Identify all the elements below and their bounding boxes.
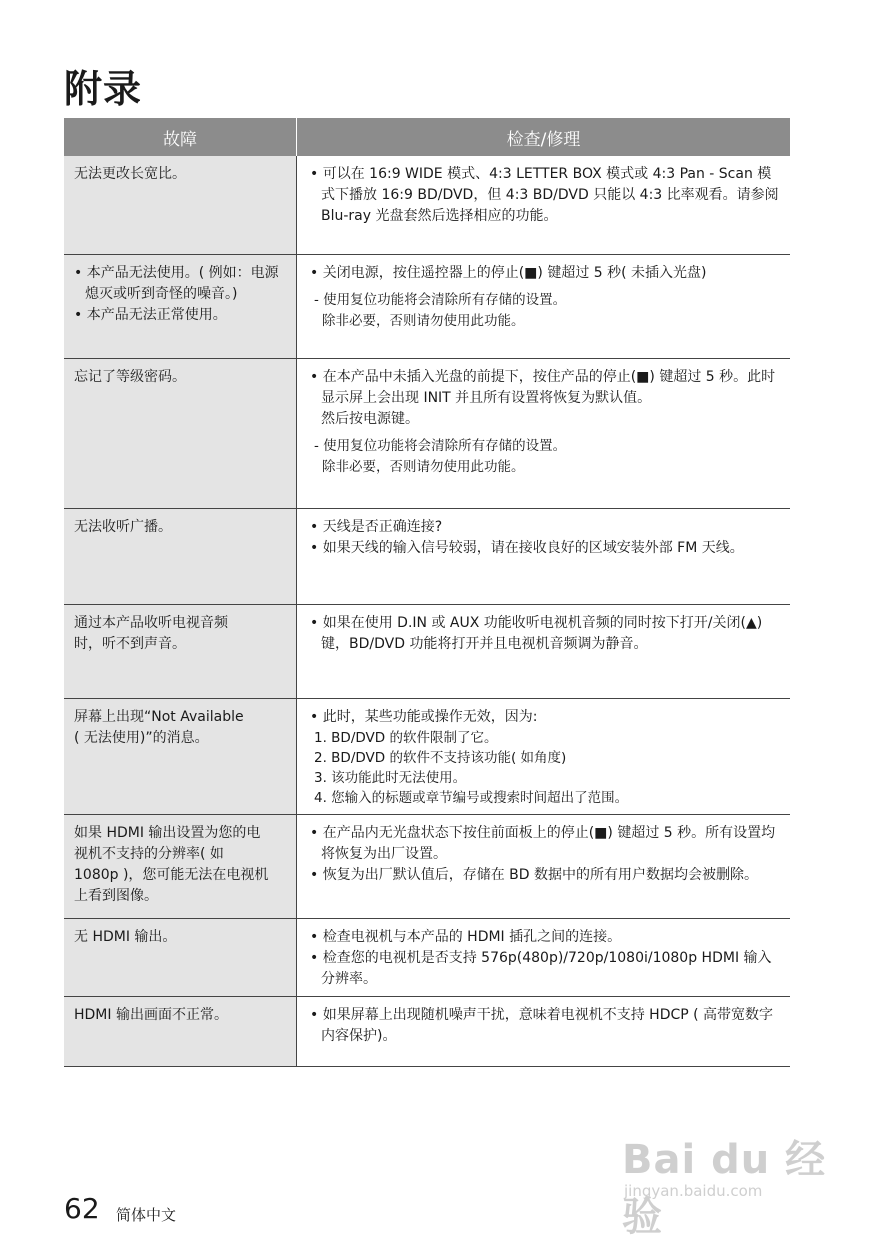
problem-cell bbox=[64, 254, 297, 358]
solution-cell bbox=[297, 698, 791, 814]
solution-cell bbox=[297, 996, 791, 1066]
solution-cell bbox=[297, 358, 791, 508]
solution-cell bbox=[297, 254, 791, 358]
problem-cell bbox=[64, 604, 297, 698]
problem-text: 视机不支持的分辨率( 如 bbox=[74, 845, 224, 862]
solution-bullet: • 恢复为出厂默认值后，存储在 BD 数据中的所有用户数据均会被删除。 bbox=[310, 865, 780, 886]
table-row bbox=[64, 918, 790, 996]
header-solution: 检查/修理 bbox=[297, 118, 791, 156]
solution-cell bbox=[297, 918, 791, 996]
problem-text: 无 HDMI 输出。 bbox=[74, 928, 177, 945]
problem-cell bbox=[64, 814, 297, 918]
page-title: 附录 bbox=[64, 67, 143, 111]
problem-text: 忘记了等级密码。 bbox=[74, 368, 186, 385]
header-problem: 故障 bbox=[64, 118, 297, 156]
solution-bullet: • 如果屏幕上出现随机噪声干扰，意味着电视机不支持 HDCP ( 高带宽数字内容保护)。 bbox=[310, 1005, 780, 1047]
numbered-reason: 4. 您输入的标题或章节编号或搜索时间超出了范围。 bbox=[314, 789, 629, 806]
watermark-url: jingyan.baidu.com bbox=[624, 1182, 763, 1200]
solution-cell bbox=[297, 604, 791, 698]
solution-bullet: • 在本产品中未插入光盘的前提下，按住产品的停止(■) 键超过 5 秒。此时显示屏上会出现 INIT 并且所有设置将恢复为默认值。 bbox=[310, 367, 780, 409]
numbered-reason: 2. BD/DVD 的软件不支持该功能( 如角度) bbox=[314, 749, 567, 766]
table-row bbox=[64, 358, 790, 508]
table-row bbox=[64, 156, 790, 254]
solution-bullet: • 天线是否正确连接? bbox=[310, 517, 780, 538]
solution-bullet: • 此时，某些功能或操作无效，因为: bbox=[310, 707, 780, 728]
problem-text: 屏幕上出现“Not Available bbox=[74, 708, 244, 725]
page-number: 62 bbox=[64, 1192, 100, 1225]
problem-bullet: • 本产品无法使用。( 例如：电源熄灭或听到奇怪的噪音。) bbox=[74, 263, 286, 305]
baidu-watermark bbox=[622, 1128, 832, 1240]
problem-text: 1080p )，您可能无法在电视机 bbox=[74, 866, 269, 883]
problem-cell bbox=[64, 918, 297, 996]
watermark-brand: Bai du 经验 bbox=[622, 1137, 827, 1240]
table-row bbox=[64, 996, 790, 1066]
problem-text: 无法收听广播。 bbox=[74, 518, 172, 535]
problem-text: 如果 HDMI 输出设置为您的电 bbox=[74, 824, 261, 841]
solution-bullet: • 在产品内无光盘状态下按住前面板上的停止(■) 键超过 5 秒。所有设置均将恢复为出厂设置。 bbox=[310, 823, 780, 865]
problem-text: 时，听不到声音。 bbox=[74, 635, 186, 652]
solution-bullet: • 检查您的电视机是否支持 576p(480p)/720p/1080i/1080p HDMI 输入分辨率。 bbox=[310, 948, 780, 990]
table-row bbox=[64, 508, 790, 604]
problem-cell bbox=[64, 156, 297, 254]
table-row bbox=[64, 604, 790, 698]
solution-bullet: • 如果在使用 D.IN 或 AUX 功能收听电视机音频的同时按下打开/关闭(▲) 键，BD/DVD 功能将打开并且电视机音频调为静音。 bbox=[310, 613, 780, 655]
solution-cell bbox=[297, 508, 791, 604]
solution-bullet: • 关闭电源，按住遥控器上的停止(■) 键超过 5 秒( 未插入光盘) bbox=[310, 263, 780, 284]
reset-warning-note: - 使用复位功能将会清除所有存储的设置。 除非必要，否则请勿使用此功能。 bbox=[310, 290, 780, 332]
problem-text: 通过本产品收听电视音频 bbox=[74, 614, 228, 631]
problem-text: 无法更改长宽比。 bbox=[74, 166, 186, 182]
solution-cell bbox=[297, 814, 791, 918]
problem-text: HDMI 输出画面不正常。 bbox=[74, 1006, 228, 1023]
solution-bullet: • 如果天线的输入信号较弱，请在接收良好的区域安装外部 FM 天线。 bbox=[310, 538, 780, 559]
problem-cell bbox=[64, 508, 297, 604]
numbered-reason: 1. BD/DVD 的软件限制了它。 bbox=[314, 729, 498, 746]
table-row bbox=[64, 698, 790, 814]
reset-warning-note: - 使用复位功能将会清除所有存储的设置。 除非必要，否则请勿使用此功能。 bbox=[310, 436, 780, 478]
footer-language: 简体中文 bbox=[116, 1206, 177, 1224]
problem-text: 上看到图像。 bbox=[74, 887, 158, 904]
solution-bullet: • 可以在 16:9 WIDE 模式、4:3 LETTER BOX 模式或 4:3 Pan - Scan 模式下播放 16:9 BD/DVD，但 4:3 BD/DVD 只能以 4:3 比率观看。请参阅 Blu-ray 光盘套然后选择相应的功能。 bbox=[310, 164, 780, 227]
problem-text: ( 无法使用)”的消息。 bbox=[74, 729, 209, 746]
solution-extra: 然后按电源键。 bbox=[321, 410, 419, 427]
table-row bbox=[64, 814, 790, 918]
solution-cell bbox=[297, 156, 791, 254]
problem-cell bbox=[64, 698, 297, 814]
problem-cell bbox=[64, 996, 297, 1066]
problem-bullet: • 本产品无法正常使用。 bbox=[74, 305, 286, 326]
solution-bullet: • 检查电视机与本产品的 HDMI 插孔之间的连接。 bbox=[310, 927, 780, 948]
problem-cell bbox=[64, 358, 297, 508]
table-header-row bbox=[64, 118, 790, 156]
table-row bbox=[64, 254, 790, 358]
troubleshooting-table bbox=[64, 118, 790, 1067]
numbered-reason: 3. 该功能此时无法使用。 bbox=[314, 769, 467, 786]
